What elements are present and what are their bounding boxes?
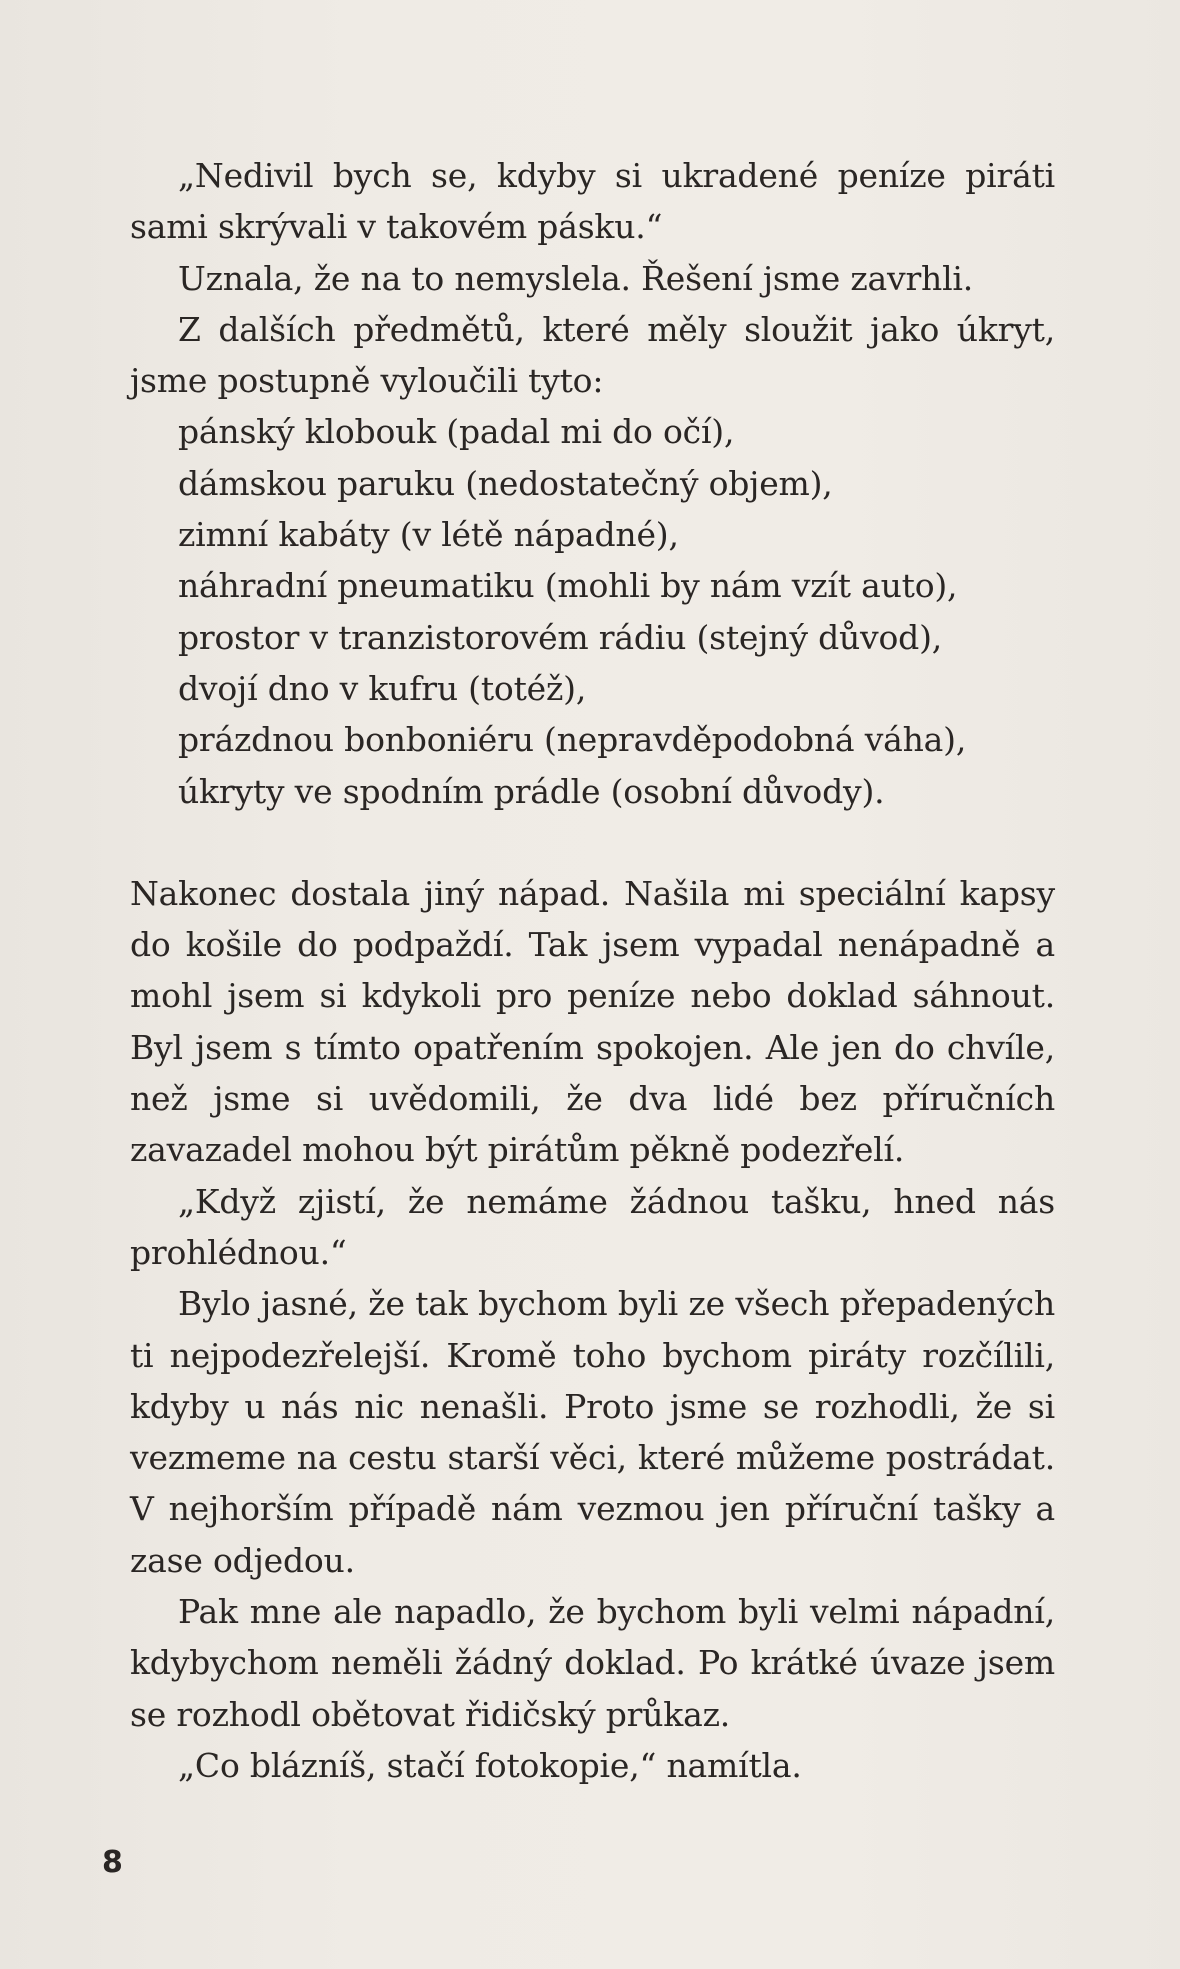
excluded-items-list bbox=[130, 406, 1055, 816]
list-item: dámskou paruku (nedostatečný objem), bbox=[178, 463, 833, 503]
list-item: zimní kabáty (v létě nápadné), bbox=[178, 515, 679, 555]
list-item: náhradní pneumatiku (mohli by nám vzít auto), bbox=[178, 566, 958, 606]
list-item: prostor v tranzistorovém rádiu (stejný důvod), bbox=[178, 617, 943, 657]
list-item: pánský klobouk (padal mi do očí), bbox=[178, 412, 735, 452]
paragraph: „Když zjistí, že nemáme žádnou tašku, hned nás prohlédnou.“ bbox=[130, 1181, 1055, 1272]
list-item: dvojí dno v kufru (totéž), bbox=[178, 668, 587, 708]
body-text bbox=[130, 150, 1055, 1791]
paragraph: Bylo jasné, že tak bychom byli ze všech přepadených ti nejpodezřelejší. Kromě toho bychom piráty rozčílili, kdyby u nás nic nenašli. Proto jsme se rozhodli, že si vezmeme na cestu starší věci, které můžeme postrádat. V nejhorším případě nám vezmou jen příruční tašky a zase odjedou. bbox=[130, 1284, 1055, 1580]
paragraph: Z dalších předmětů, které měly sloužit jako úkryt, jsme postupně vyloučili tyto: bbox=[130, 309, 1055, 401]
paragraph: Nakonec dostala jiný nápad. Našila mi speciální kapsy do košile do podpaždí. Tak jsem vypadal nenápadně a mohl jsem si kdykoli pro peníze nebo doklad sáhnout. Byl jsem s tímto opatřením spokojen. Ale jen do chvíle, než jsme si uvědomili, že dva lidé bez příručních zavazadel mohou být pirátům pěkně podezřelí. bbox=[130, 873, 1055, 1170]
paragraph: Uznala, že na to nemyslela. Řešení jsme zavrhli. bbox=[178, 258, 974, 298]
section-gap bbox=[130, 817, 1055, 868]
list-item: úkryty ve spodním prádle (osobní důvody). bbox=[178, 771, 885, 811]
list-item: prázdnou bonboniéru (nepravděpodobná váha), bbox=[178, 720, 967, 760]
paragraph: „Nedivil bych se, kdyby si ukradené peníze piráti sami skrývali v takovém pásku.“ bbox=[130, 156, 1055, 247]
page-number: 8 bbox=[102, 1845, 123, 1880]
paragraph: Pak mne ale napadlo, že bychom byli velmi nápadní, kdybychom neměli žádný doklad. Po krátké úvaze jsem se rozhodl obětovat řidičský průkaz. bbox=[130, 1592, 1055, 1734]
paragraph: „Co blázníš, stačí fotokopie,“ namítla. bbox=[178, 1745, 802, 1785]
